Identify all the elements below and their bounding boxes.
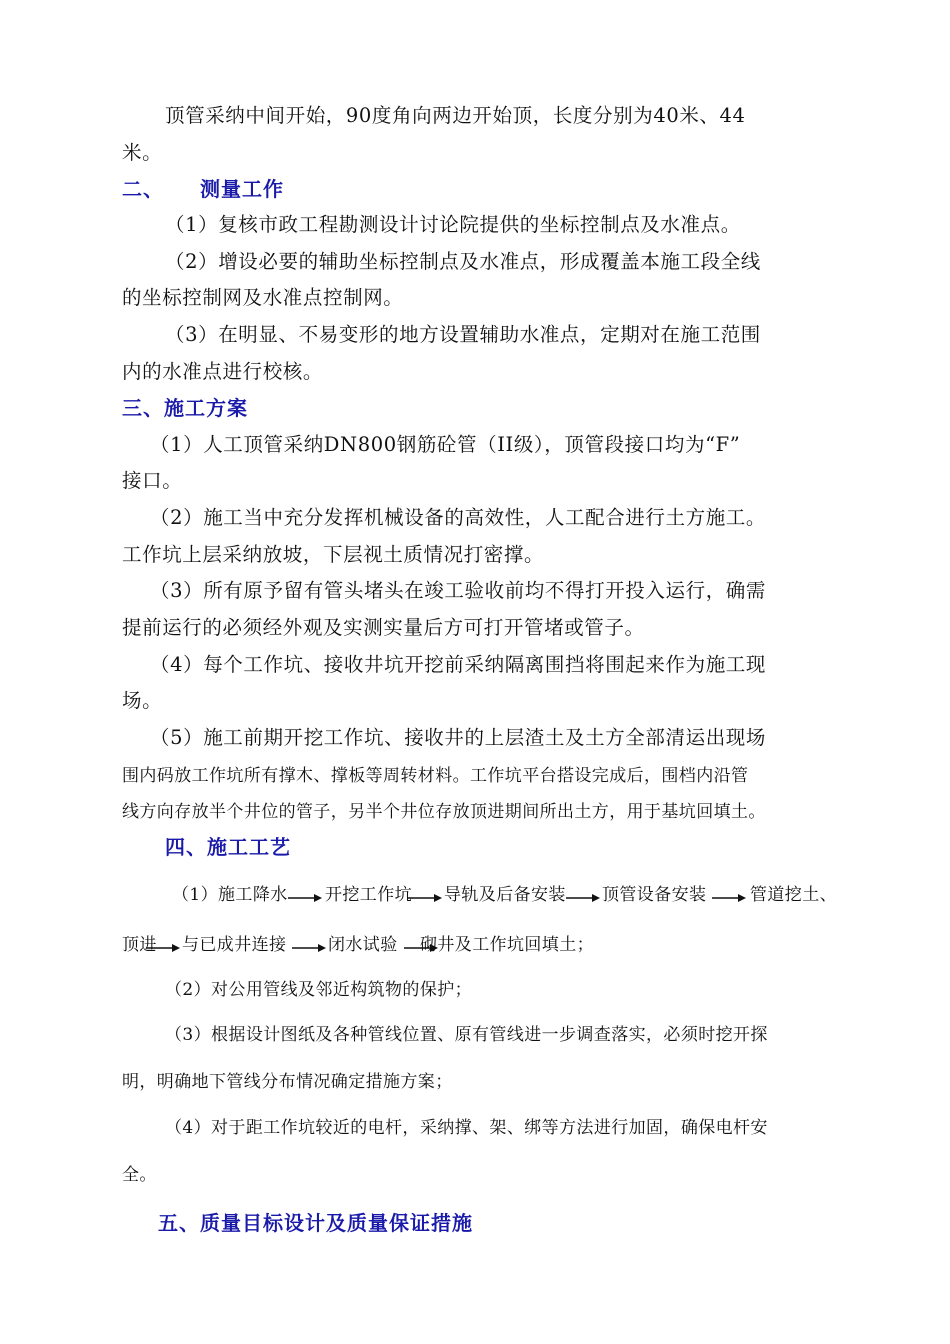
paragraph-line: （3）在明显、不易变形的地方设置辅助水准点，定期对在施工范围 — [165, 323, 761, 346]
section-heading-measurement: 测量工作 — [200, 177, 284, 201]
paragraph-line: （1）复核市政工程勘测设计讨论院提供的坐标控制点及水准点。 — [165, 213, 741, 236]
arrow-right-icon — [292, 942, 326, 954]
arrow-right-icon — [712, 892, 746, 904]
flow-step: 导轨及后备安装 — [444, 885, 566, 905]
paragraph-line: 工作坑上层采纳放坡，下层视土质情况打密撑。 — [122, 543, 545, 566]
section-heading-construction-process: 四、施工工艺 — [165, 835, 291, 859]
paragraph-line: 线方向存放半个井位的管子，另半个井位存放顶进期间所出土方，用于基坑回填土。 — [122, 802, 766, 822]
paragraph-line: （2）施工当中充分发挥机械设备的高效性，人工配合进行土方施工。 — [150, 506, 767, 529]
paragraph-line: 全。 — [122, 1165, 157, 1185]
paragraph-line: 提前运行的必须经外观及实测实量后方可打开管堵或管子。 — [122, 616, 645, 639]
paragraph-line: （5）施工前期开挖工作坑、接收井的上层渣土及土方全部清运出现场 — [150, 726, 767, 749]
paragraph-line: 明，明确地下管线分布情况确定措施方案； — [122, 1072, 453, 1092]
section-heading-quality: 五、质量目标设计及质量保证措施 — [158, 1211, 473, 1235]
paragraph-line: （2）对公用管线及邻近构筑物的保护； — [165, 980, 473, 1000]
flow-step: 闭水试验 — [328, 935, 398, 955]
flow-step: 与已成井连接 — [182, 935, 287, 955]
paragraph-line: 内的水准点进行校核。 — [122, 360, 324, 383]
paragraph-line: （3）所有原予留有管头堵头在竣工验收前均不得打开投入运行，确需 — [150, 579, 767, 602]
flow-step: 砌井及工作坑回填土； — [420, 935, 594, 955]
flow-step: 顶进 — [122, 935, 157, 955]
paragraph-line: 的坐标控制网及水准点控制网。 — [122, 286, 404, 309]
arrow-right-icon — [288, 892, 322, 904]
paragraph-line: 顶管采纳中间开始，90度角向两边开始顶，长度分别为40米、44 — [165, 104, 746, 127]
paragraph-line: 米。 — [122, 141, 163, 164]
paragraph-line: 接口。 — [122, 469, 183, 492]
paragraph-line: 场。 — [122, 689, 163, 712]
arrow-right-icon — [566, 892, 600, 904]
section-heading-number: 二、 — [122, 177, 164, 201]
paragraph-line: （2）增设必要的辅助坐标控制点及水准点，形成覆盖本施工段全线 — [165, 250, 761, 273]
section-heading-construction-plan: 三、施工方案 — [122, 396, 248, 420]
paragraph-line: （3）根据设计图纸及各种管线位置、原有管线进一步调查落实，必须时挖开探 — [165, 1025, 768, 1045]
paragraph-line: （4）每个工作坑、接收井坑开挖前采纳隔离围挡将围起来作为施工现 — [150, 653, 767, 676]
paragraph-line: （1）人工顶管采纳DN800钢筋砼管（II级），顶管段接口均为“F” — [150, 433, 741, 456]
flow-step: 管道挖土、 — [750, 885, 837, 905]
flow-step: 顶管设备安装 — [602, 885, 707, 905]
paragraph-line: （4）对于距工作坑较近的电杆，采纳撑、架、绑等方法进行加固，确保电杆安 — [165, 1118, 768, 1138]
arrow-right-icon — [146, 942, 180, 954]
arrow-right-icon — [408, 892, 442, 904]
flow-step: （1）施工降水 — [172, 885, 288, 905]
paragraph-line: 围内码放工作坑所有撑木、撑板等周转材料。工作坑平台搭设完成后，围档内沿管 — [122, 766, 749, 786]
flow-step: 开挖工作坑 — [325, 885, 412, 905]
